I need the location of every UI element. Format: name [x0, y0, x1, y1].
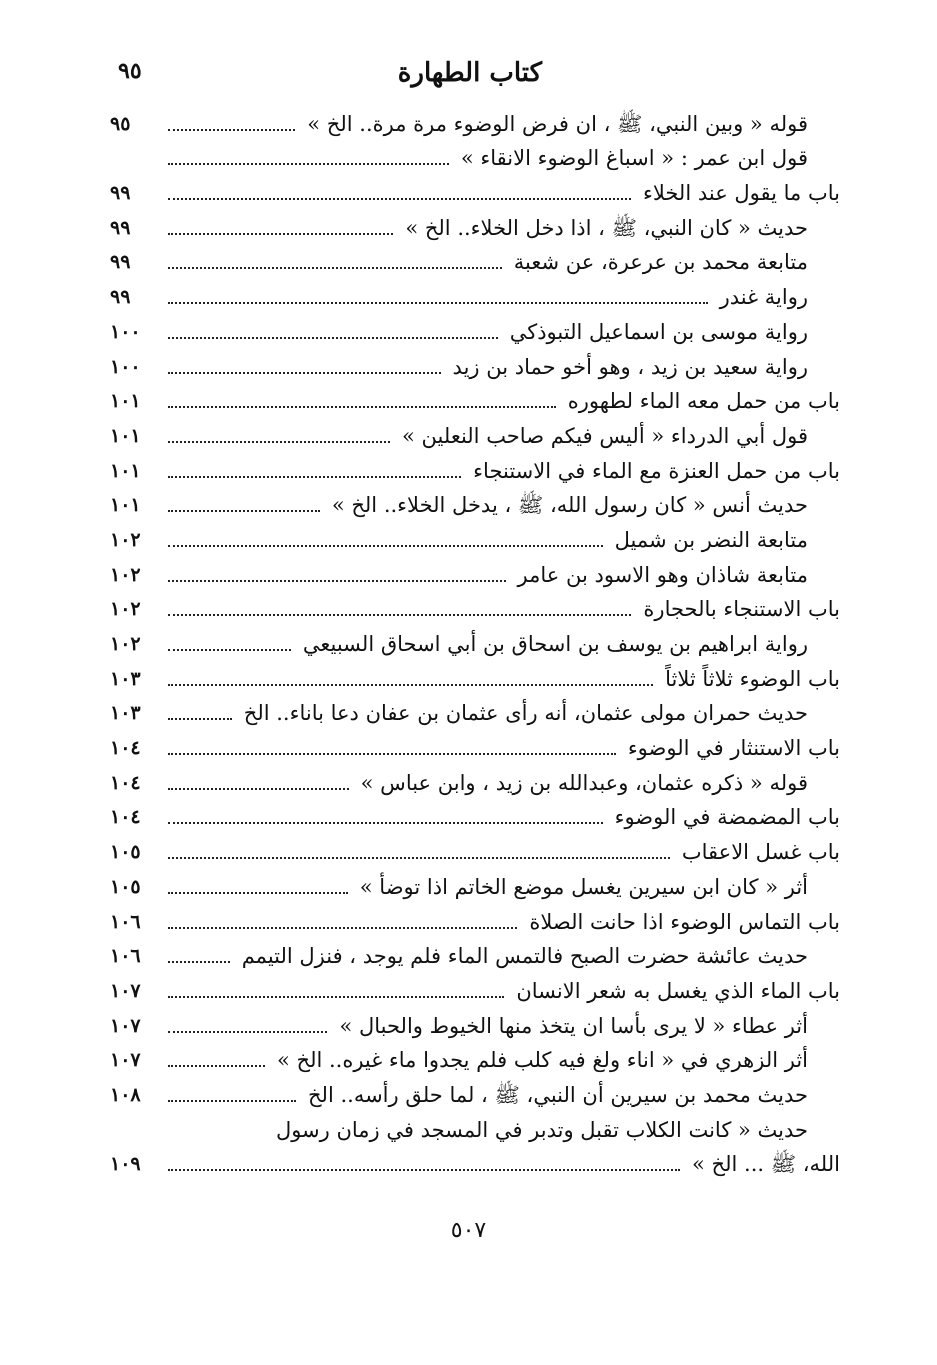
toc-entry-page: ١٠٤ [110, 771, 141, 794]
toc-entry [110, 1041, 840, 1076]
dot-leader [168, 995, 504, 998]
toc-entry [110, 1006, 840, 1041]
toc-entry [110, 937, 840, 972]
toc-entry [110, 832, 840, 867]
toc-entry-page: ٩٩ [110, 251, 131, 274]
toc-entry-page: ١٠٢ [110, 563, 141, 586]
toc-entry-page: ١٠٦ [110, 910, 141, 933]
dot-leader [168, 856, 670, 859]
toc-entry-title: قوله « وبين النبي، ﷺ ، ان فرض الوضوء مرة مرة.. الخ » [307, 111, 808, 136]
dot-leader [168, 1099, 296, 1102]
dot-leader [168, 1136, 264, 1137]
toc-entry [110, 486, 840, 521]
toc-entry [110, 902, 840, 937]
toc-entry-page: ١٠١ [110, 424, 141, 447]
dot-leader [168, 266, 502, 269]
toc-entry [110, 555, 840, 590]
dot-leader [168, 128, 295, 131]
toc-entry-page: ٩٥ [110, 112, 131, 135]
toc-entry-page: ١٠٠ [110, 355, 141, 378]
toc-entry-title: باب الاستنجاء بالحجارة [643, 597, 840, 622]
dot-leader [168, 648, 291, 651]
toc-entry-page: ١٠١ [110, 390, 141, 413]
toc-entry-title: أثر عطاء « لا يرى بأسا ان يتخذ منها الخيوط والحبال » [339, 1013, 808, 1038]
toc-entry-page: ١٠٦ [110, 945, 141, 968]
dot-leader [168, 891, 348, 894]
toc-entry [110, 139, 840, 174]
toc-entry [110, 694, 840, 729]
toc-entry-page: ١٠١ [110, 459, 141, 482]
toc-entry-page: ١٠٤ [110, 737, 141, 760]
toc-entry-page: ١٠٥ [110, 875, 141, 898]
toc-entry-page: ١٠٠ [110, 320, 141, 343]
dot-leader [168, 232, 393, 235]
toc-entry-page: ١٠٧ [110, 1014, 141, 1037]
toc-entry-title: باب التماس الوضوء اذا حانت الصلاة [529, 909, 840, 934]
toc-entry [110, 1145, 840, 1180]
toc-entry-title: أثر « كان ابن سيرين يغسل موضع الخاتم اذا توضأ » [359, 874, 808, 899]
dot-leader [168, 162, 449, 165]
toc-entry-title: حديث « كان النبي، ﷺ ، اذا دخل الخلاء.. الخ » [405, 215, 808, 240]
dot-leader [168, 405, 556, 408]
dot-leader [168, 197, 631, 200]
toc-entry-page: ١٠٨ [110, 1083, 141, 1106]
dot-leader [168, 821, 603, 824]
toc-entry-page: ١٠٧ [110, 979, 141, 1002]
toc-entry-title: قوله « ذكره عثمان، وعبدالله بن زيد ، وابن عباس » [360, 770, 808, 795]
footer-page-number: ٥٠٧ [450, 1218, 487, 1243]
toc-entry-title: حديث عائشة حضرت الصبح فالتمس الماء فلم يوجد ، فنزل التيمم [241, 944, 808, 969]
toc-entry-title: رواية ابراهيم بن يوسف بن اسحاق بن أبي اسحاق السبيعي [302, 632, 808, 656]
toc-entry [110, 347, 840, 382]
toc-entry-title: باب المضمضة في الوضوء [614, 805, 840, 830]
dot-leader [168, 336, 498, 339]
toc-entry-page: ١٠٣ [110, 667, 141, 690]
toc-entry-title: باب ما يقول عند الخلاء [642, 181, 840, 206]
toc-entry-title: متابعة محمد بن عرعرة، عن شعبة [513, 250, 808, 275]
toc-entry-title: متابعة شاذان وهو الاسود بن عامر [517, 562, 808, 587]
toc-entry [110, 520, 840, 555]
toc-entry [110, 382, 840, 417]
toc-entry-page: ١٠٢ [110, 633, 141, 655]
toc-entry-page: ١٠٥ [110, 841, 141, 864]
toc-entry-title: باب من حمل العنزة مع الماء في الاستنجاء [473, 458, 840, 483]
toc-entry [110, 1110, 840, 1145]
toc-entry-title: رواية موسى بن اسماعيل التبوذكي [509, 319, 808, 344]
toc-entry [110, 416, 840, 451]
dot-leader [168, 960, 230, 963]
toc-entry-title: قول أبي الدرداء « أليس فيكم صاحب النعلين » [402, 423, 808, 448]
dot-leader [168, 683, 653, 686]
toc-entry [110, 624, 840, 659]
toc-entry-title: حديث محمد بن سيرين أن النبي، ﷺ ، لما حلق رأسه.. الخ [308, 1082, 808, 1107]
toc-entry-page: ١٠١ [110, 494, 141, 517]
dot-leader [168, 475, 461, 478]
dot-leader [168, 752, 616, 755]
toc-entry-title: متابعة النضر بن شميل [614, 527, 808, 552]
toc-entry-page: ١٠٤ [110, 806, 141, 829]
toc-entry-page: ١٠٢ [110, 598, 141, 621]
dot-leader [168, 1064, 265, 1067]
dot-leader [168, 371, 441, 374]
toc-entry-page: ٩٩ [110, 286, 131, 309]
toc-entry-title: حديث حمران مولى عثمان، أنه رأى عثمان بن عفان دعا باناء.. الخ [243, 701, 808, 726]
toc-entry [110, 173, 840, 208]
dot-leader [168, 301, 708, 304]
toc-entry [110, 590, 840, 625]
toc-entry-title: حديث أنس « كان رسول الله، ﷺ ، يدخل الخلاء.. الخ » [331, 493, 808, 518]
toc-entry-title: رواية غندر [719, 285, 808, 310]
page-header [110, 58, 840, 98]
header-page-number: ٩٥ [118, 58, 142, 84]
dot-leader [168, 787, 349, 790]
toc-entry [110, 312, 840, 347]
toc-entry [110, 763, 840, 798]
dot-leader [168, 440, 390, 443]
toc-entry-page: ١٠٧ [110, 1049, 141, 1072]
table-of-contents [110, 104, 840, 1179]
toc-entry [110, 728, 840, 763]
toc-entry [110, 451, 840, 486]
dot-leader [168, 579, 506, 582]
toc-entry-title: حديث « كانت الكلاب تقبل وتدبر في المسجد في زمان رسول [275, 1117, 808, 1142]
toc-entry [110, 104, 840, 139]
toc-entry [110, 277, 840, 312]
toc-entry-page: ٩٩ [110, 182, 131, 205]
toc-entry-title: باب من حمل معه الماء لطهوره [567, 389, 840, 414]
dot-leader [168, 509, 320, 512]
toc-entry [110, 208, 840, 243]
toc-entry-title: الله، ﷺ ... الخ » [692, 1152, 840, 1177]
dot-leader [168, 613, 631, 616]
toc-entry-title: باب غسل الاعقاب [681, 840, 840, 865]
dot-leader [168, 1168, 680, 1171]
toc-entry [110, 867, 840, 902]
dot-leader [168, 1030, 327, 1033]
toc-entry-page: ١٠٩ [110, 1153, 141, 1176]
toc-entry-title: رواية سعيد بن زيد ، وهو أخو حماد بن زيد [452, 354, 808, 379]
toc-entry-page: ١٠٢ [110, 528, 141, 551]
dot-leader [168, 717, 232, 720]
toc-entry-title: باب الماء الذي يغسل به شعر الانسان [516, 978, 840, 1003]
dot-leader [168, 926, 517, 929]
toc-entry-title: باب الوضوء ثلاثاً ثلاثاً [665, 666, 840, 691]
toc-entry-page: ١٠٣ [110, 702, 141, 725]
toc-entry [110, 971, 840, 1006]
toc-entry [110, 659, 840, 694]
dot-leader [168, 544, 603, 547]
toc-entry [110, 243, 840, 278]
toc-entry-page: ٩٩ [110, 216, 131, 239]
toc-entry [110, 798, 840, 833]
toc-entry [110, 1075, 840, 1110]
toc-entry-title: باب الاستنثار في الوضوء [627, 736, 840, 761]
toc-entry-title: قول ابن عمر : « اسباغ الوضوء الانقاء » [460, 146, 808, 171]
chapter-title: كتاب الطهارة [397, 58, 542, 88]
toc-entry-title: أثر الزهري في « اناء ولغ فيه كلب فلم يجدوا ماء غيره.. الخ » [276, 1048, 808, 1073]
